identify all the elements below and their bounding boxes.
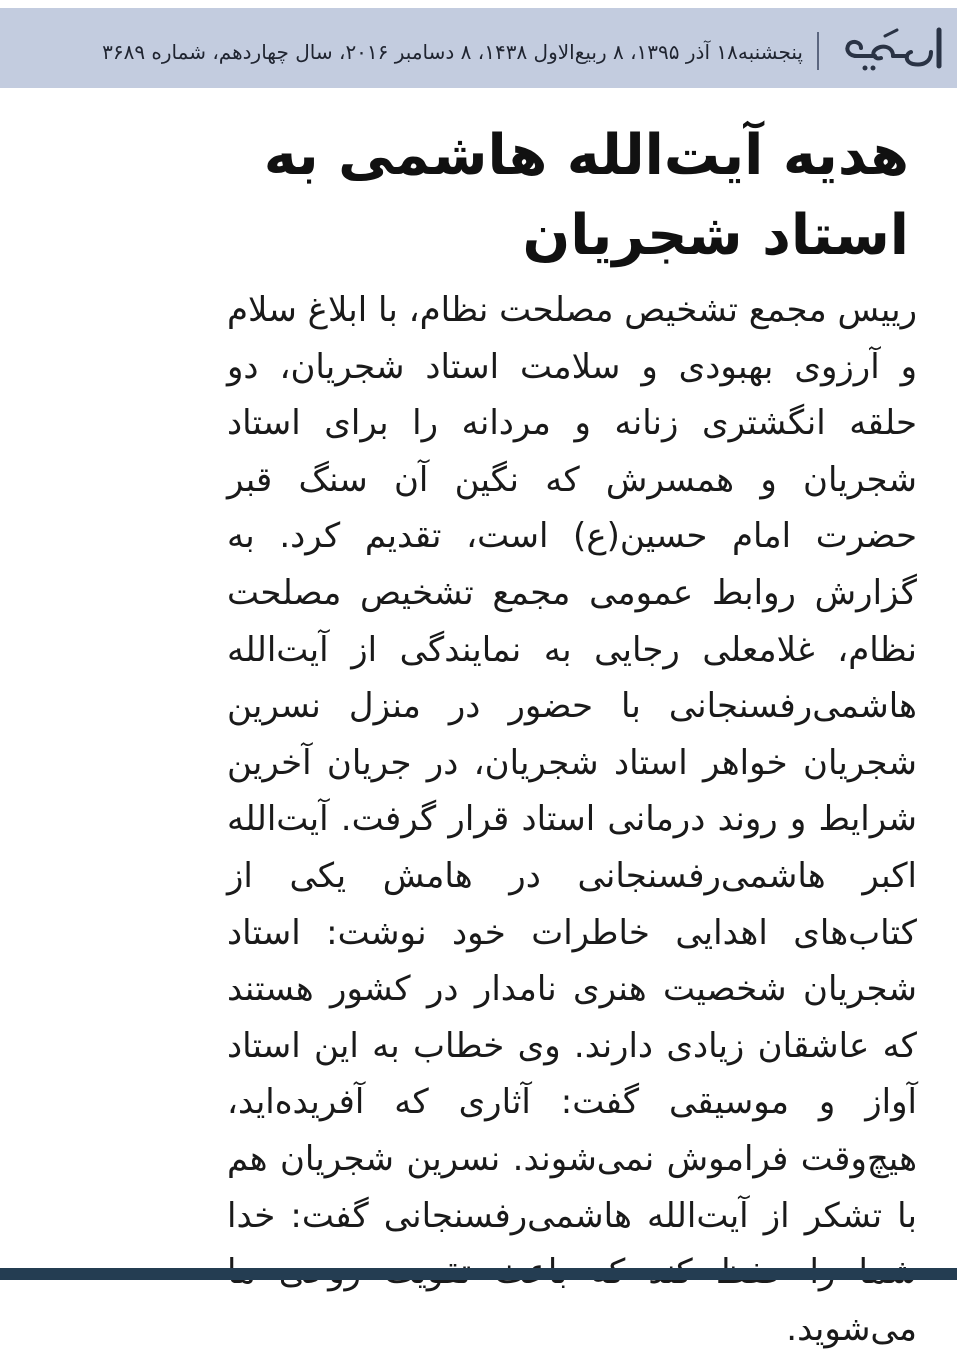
logo-divider: [817, 32, 819, 70]
top-margin: [0, 0, 957, 8]
newspaper-logo: [835, 22, 945, 78]
article-body: رییس مجمع تشخیص مصلحت نظام، با ابلاغ سلام و آرزوی بهبودی و سلامت استاد شجریان، دو حلقه انگشتری زنانه و مردانه را برای استاد شجریان و همسرش که نگین آن سنگ قبر حضرت امام حسین(ع) است، تقدیم کرد. به گزارش روابط عمومی مجمع تشخیص مصلحت نظام، غلامعلی رجایی به نمایندگی از آیت‌الله هاشمی‌رفسنجانی با حضور در منزل نسرین شجریان خواهر استاد شجریان، در جریان آخرین شرایط و روند درمانی استاد قرار گرفت. آیت‌الله اکبر هاشمی‌رفسنجانی در هامش یکی از کتاب‌های اهدایی خاطرات خود نوشت: استاد شجریان شخصیت هنری نامدار در کشور هستند که عاشقان زیادی دارند. وی خطاب به این استاد آواز و موسیقی گفت: آثاری که آفریده‌اید، هیچ‌وقت فراموش نمی‌شوند. نسرین شجریان هم با تشکر از آیت‌الله هاشمی‌رفسنجانی گفت: خدا می‌شوید.: [227, 290, 917, 1349]
article-headline: هدیه آیت‌الله هاشمی به استاد شجریان: [263, 123, 909, 268]
bottom-bar: [0, 1268, 957, 1280]
masthead-bar: [0, 8, 957, 88]
issue-dateline: پنجشنبه۱۸ آذر ۱۳۹۵، ۸ ربیع‌الاول ۱۴۳۸، ۸ دسامبر ۲۰۱۶، سال چهاردهم، شماره ۳۶۸۹: [102, 40, 803, 64]
